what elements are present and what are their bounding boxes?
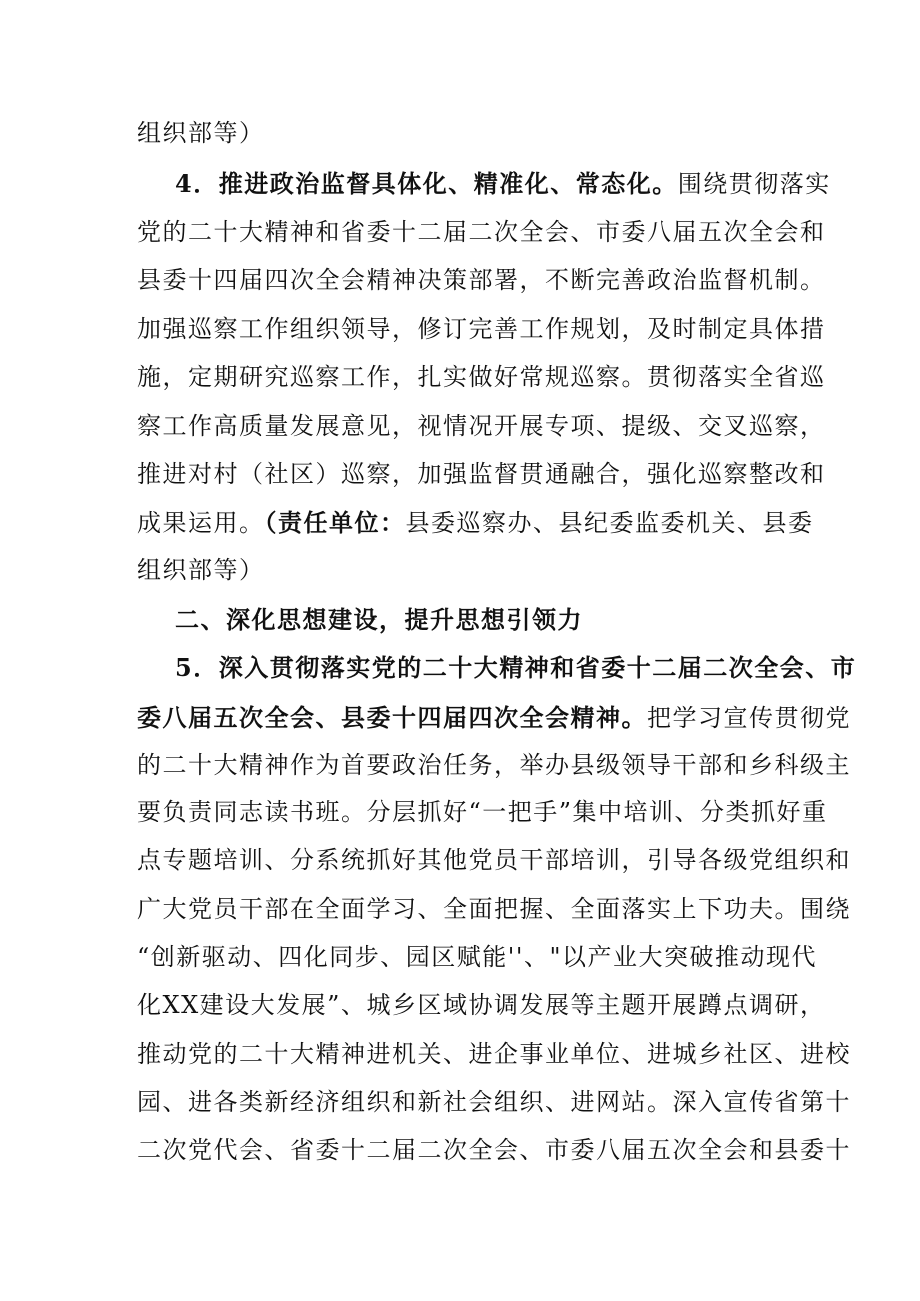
text-line [137,1134,851,1166]
text-run: 组织部等） [137,556,265,584]
text-run: 县委巡察办、县纪委监委机关、县委 [405,509,814,537]
text-run: 广大党员干部在全面学习、全面把握、全面落实上下功夫。围绕 [137,895,851,923]
text-run: 加强巡察工作组织领导，修订完善工作规划，及时制定具体措 [137,315,826,343]
text-run: 施，定期研究巡察工作，扎实做好常规巡察。贯彻落实全省巡 [137,363,826,391]
text-line [137,796,828,828]
text-line [137,117,265,149]
text-run: 把学习宣传贯彻党 [647,704,851,732]
text-run: 推动党的二十大精神进机关、进企事业单位、进城乡社区、进校 [137,1040,851,1068]
text-line [137,216,826,248]
text-line [137,941,817,973]
text-line [137,893,851,925]
text-run: 要负责同志读书班。分层抓好“一把手”集中培训、分类抓好重 [137,798,828,826]
text-run: 察工作高质量发展意见，视情况开展专项、提级、交叉巡察， [137,412,826,440]
text-line [137,313,826,345]
text-run: 的二十大精神作为首要政治任务，举办县级领导干部和乡科级主 [137,751,851,779]
text-line [137,749,851,781]
text-line [137,702,851,734]
text-run: 园、进各类新经济组织和新社会组织、进网站。深入宣传省第十 [137,1088,851,1116]
text-run: 化XX建设大发展”、城乡区域协调发展等主题开展蹲点调研， [137,991,826,1019]
responsible-unit-label: （责任单位： [264,508,406,537]
text-line [137,361,826,393]
text-line [137,264,826,296]
paragraph-4-heading-line [175,168,831,200]
text-line [137,1038,851,1070]
paragraph-5-heading-line [175,652,856,684]
text-line [137,1086,851,1118]
text-run: 推进对村（社区）巡察，加强监督贯通融合，强化巡察整改和 [137,460,826,488]
text-run: 县委十四届四次全会精神决策部署，不断完善政治监督机制。 [137,266,826,294]
item-4-heading: 4．推进政治监督具体化、精准化、常态化。 [175,169,678,198]
text-line [137,554,265,586]
text-run: 二次党代会、省委十二届二次全会、市委八届五次全会和县委十 [137,1136,851,1164]
text-line [137,507,814,539]
text-line [137,458,826,490]
text-line [137,410,826,442]
text-run: 党的二十大精神和省委十二届二次全会、市委八届五次全会和 [137,218,826,246]
text-line [137,844,851,876]
text-run: 组织部等） [137,119,265,147]
text-run: 成果运用。 [137,509,265,537]
section-heading [175,604,583,636]
text-run: “创新驱动、四化同步、园区赋能''、"以产业大突破推动现代 [137,943,818,971]
text-run: 点专题培训、分系统抓好其他党员干部培训，引导各级党组织和 [137,846,851,874]
text-run: 围绕贯彻落实 [677,170,831,198]
text-line [137,989,825,1021]
section-2-title: 二、深化思想建设，提升思想引领力 [175,605,583,634]
item-5-heading-cont: 委八届五次全会、县委十四届四次全会精神。 [137,703,647,732]
item-5-heading: 5．深入贯彻落实党的二十大精神和省委十二届二次全会、市 [175,653,857,682]
